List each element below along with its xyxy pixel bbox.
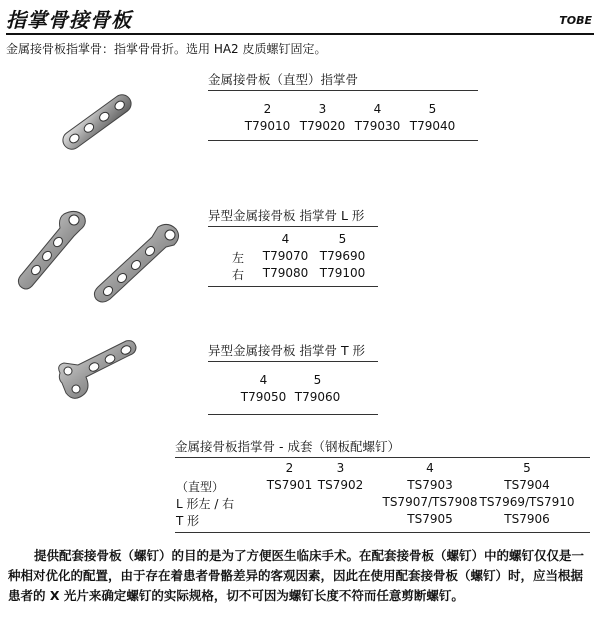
brand-logo: TOBE xyxy=(559,14,592,27)
product-code: T79060 xyxy=(294,390,341,404)
straight-plate-image xyxy=(55,85,140,160)
l-plate-right-image xyxy=(88,215,188,310)
product-code: TS7904 xyxy=(504,478,550,492)
product-code: TS7906 xyxy=(504,512,550,526)
product-code: T79070 xyxy=(262,249,309,263)
row-label: T 形 xyxy=(176,514,200,528)
col-header: 4 xyxy=(259,373,268,387)
section-l-bottom-rule xyxy=(208,286,378,287)
col-header: 5 xyxy=(428,102,437,116)
section-l-rule xyxy=(208,226,378,227)
col-header: 5 xyxy=(523,461,531,475)
product-code: T79020 xyxy=(299,119,346,133)
col-header: 2 xyxy=(263,102,272,116)
title-divider xyxy=(6,33,594,35)
section-t-bottom-rule xyxy=(208,414,378,415)
product-code: T79050 xyxy=(240,390,287,404)
product-code: TS7905 xyxy=(407,512,453,526)
col-header: 4 xyxy=(426,461,434,475)
section-t-rule xyxy=(208,361,378,362)
section-straight-title: 金属接骨板（直型）指掌骨 xyxy=(208,72,359,87)
product-code: TS7907/TS7908 xyxy=(382,495,478,509)
row-label: （直型） xyxy=(176,480,225,494)
section-straight-bottom-rule xyxy=(208,140,478,141)
product-code: T79080 xyxy=(262,266,309,280)
page-title: 指掌骨接骨板 xyxy=(6,8,132,32)
col-header: 5 xyxy=(313,373,322,387)
row-label: 左 xyxy=(231,251,244,265)
section-t-title: 异型金属接骨板 指掌骨 T 形 xyxy=(208,343,366,358)
product-code: T79690 xyxy=(319,249,366,263)
product-code: T79030 xyxy=(354,119,401,133)
t-plate-image xyxy=(48,335,138,415)
product-code: TS7902 xyxy=(317,478,364,492)
col-header: 5 xyxy=(338,232,347,246)
l-plate-left-image xyxy=(14,200,94,300)
product-code: TS7969/TS7910 xyxy=(479,495,575,509)
product-code: TS7903 xyxy=(407,478,453,492)
section-l-title: 异型金属接骨板 指掌骨 L 形 xyxy=(208,208,365,223)
col-header: 3 xyxy=(336,461,345,475)
col-header: 2 xyxy=(285,461,294,475)
row-label: L 形左 / 右 xyxy=(176,497,235,511)
section-set-title: 金属接骨板指掌骨 - 成套（钢板配螺钉） xyxy=(175,439,400,454)
product-code: T79010 xyxy=(244,119,291,133)
intro-text: 金属接骨板指掌骨：指掌骨骨折。选用 HA2 皮质螺钉固定。 xyxy=(6,42,327,56)
footer-note: 提供配套接骨板（螺钉）的目的是为了方便医生临床手术。在配套接骨板（螺钉）中的螺钉仅仅是一种相对优化的配置，由于存在着患者骨骼差异的客观因素，因此在使用配套接骨板（螺钉）时，应当根据患者的 X 光片来确定螺钉的实际规格，切不可因为螺钉长度不符而任意剪断螺钉。 xyxy=(8,548,585,603)
section-set-bottom-rule xyxy=(175,532,590,533)
section-straight-rule xyxy=(208,90,478,91)
section-set-rule xyxy=(175,457,590,458)
col-header: 3 xyxy=(318,102,327,116)
product-code: T79100 xyxy=(319,266,366,280)
col-header: 4 xyxy=(373,102,382,116)
row-label: 右 xyxy=(231,268,244,282)
product-code: TS7901 xyxy=(266,478,313,492)
col-header: 4 xyxy=(281,232,290,246)
product-code: T79040 xyxy=(409,119,456,133)
